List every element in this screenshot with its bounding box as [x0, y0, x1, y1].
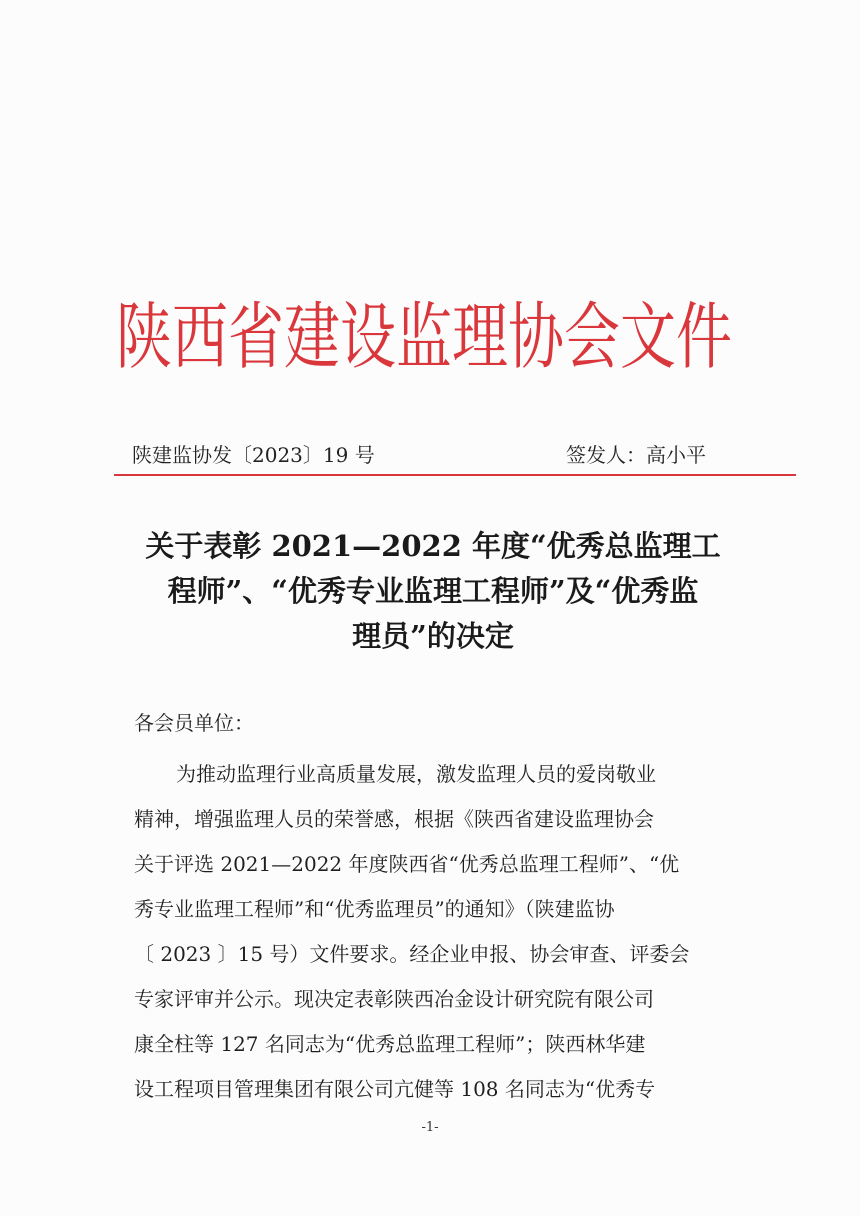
body-line: 关于评选 2021—2022 年度陕西省“优秀总监理工程师”、“优	[134, 852, 680, 876]
body-text	[134, 752, 744, 1112]
body-line: 精神，增强监理人员的荣誉感，根据《陕西省建设监理协会	[134, 807, 654, 831]
salutation: 各会员单位：	[134, 711, 254, 735]
body-line: 专家评审并公示。现决定表彰陕西冶金设计研究院有限公司	[134, 987, 654, 1011]
title-line: 关于表彰 2021—2022 年度“优秀总监理工	[145, 529, 721, 563]
signer: 签发人：高小平	[566, 443, 706, 467]
body-line: 康全柱等 127 名同志为“优秀总监理工程师”；陕西林华建	[134, 1032, 646, 1056]
document-number: 陕建监协发〔2023〕19 号	[132, 443, 375, 467]
document-title	[118, 524, 748, 659]
body-line: 〔 2023 〕15 号）文件要求。经企业申报、协会审查、评委会	[134, 942, 690, 966]
issuing-organization-title: 陕西省建设监理协会文件	[116, 295, 732, 380]
title-line: 理员”的决定	[352, 619, 514, 653]
title-line: 程师”、“优秀专业监理工程师”及“优秀监	[167, 574, 699, 608]
red-divider-line	[114, 474, 796, 476]
body-line: 设工程项目管理集团有限公司亢健等 108 名同志为“优秀专	[134, 1077, 656, 1101]
body-line: 为推动监理行业高质量发展，激发监理人员的爱岗敬业	[176, 762, 656, 786]
page-number: -1-	[421, 1120, 439, 1135]
body-line: 秀专业监理工程师”和“优秀监理员”的通知》（陕建监协	[134, 897, 615, 921]
